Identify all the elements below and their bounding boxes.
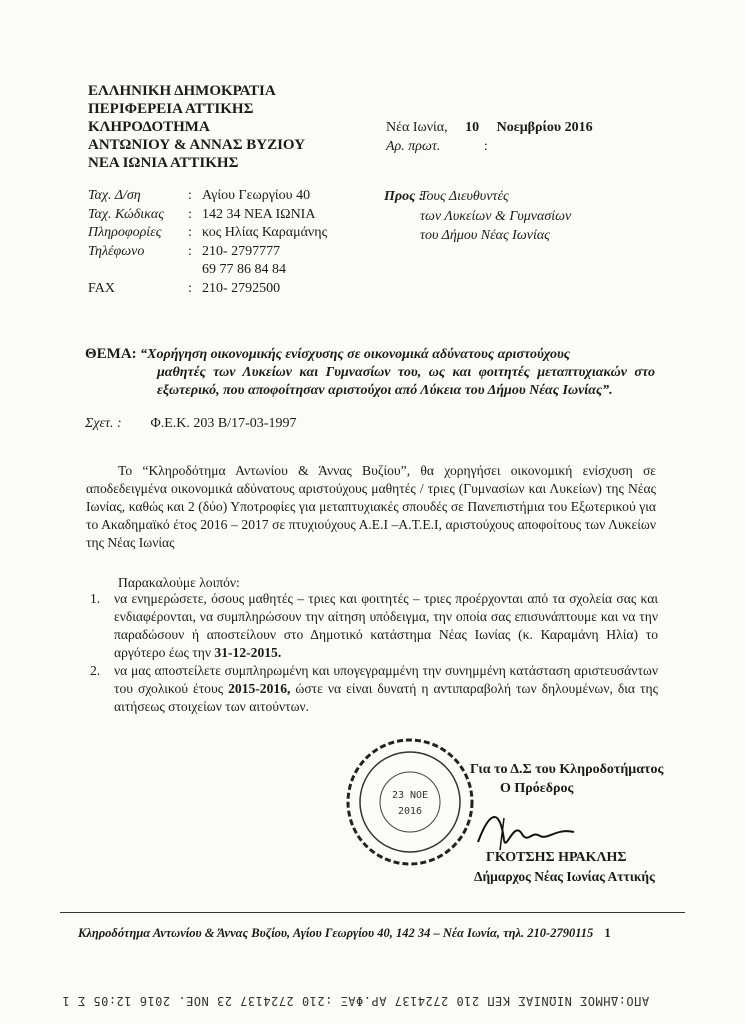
footer xyxy=(78,926,611,941)
protocol-colon: : xyxy=(483,139,488,154)
list-item: 1. να ενημερώσετε, όσους μαθητές – τριες και φοιτητές – τριες προέρχονται από τα σχολεία σας και ενδιαφέρονται, να συμπληρώσουν την αίτηση υπόδειγμα, την οποία σας επισυνάπτουμε και να την παραδώσουν ή αποστείλουν στο Δημοτικό κατάστημα Νέας Ιωνίας (κ. Καραμάνη Ηλία) το αργότερο έως την 31-12-2015. xyxy=(90,591,658,660)
contact-row: 69 77 86 84 84 xyxy=(202,262,286,277)
page-number: 1 xyxy=(604,926,611,940)
signatory-name: ΓΚΟΤΣΗΣ ΗΡΑΚΛΗΣ xyxy=(486,850,627,865)
reference-label: Σχετ. : xyxy=(85,416,122,431)
org-line: ΕΛΛΗΝΙΚΗ ΔΗΜΟΚΡΑΤΙΑ xyxy=(88,83,276,99)
recipient-line: Τους Διευθυντές xyxy=(420,189,509,204)
date-day: 10 xyxy=(465,120,480,135)
contact-details xyxy=(88,187,327,298)
org-line: ΚΛΗΡΟΔΟΤΗΜΑ xyxy=(88,119,210,135)
signature-line: Ο Πρόεδρος xyxy=(500,781,574,796)
fax-transmission-header: ΑΠΟ:ΔΗΜΟΣ ΝΙΩΝΙΑΣ ΚΕΠ 210 2724137 ΑΡ.ΦΑΞ :210 2724137 23 ΝΟΕ. 2016 12:05 Σ 1 xyxy=(62,994,650,1008)
contact-row: FAX : 210- 2792500 xyxy=(88,280,281,296)
org-line: ΠΕΡΙΦΕΡΕΙΑ ΑΤΤΙΚΗΣ xyxy=(88,101,254,117)
date-block xyxy=(386,118,593,156)
recipient-line: του Δήμου Νέας Ιωνίας xyxy=(420,228,550,243)
subject-text: “Χορήγηση οικονομικής ενίσχυσης σε οικονομικά αδύνατους αριστούχους xyxy=(140,347,571,362)
signature-line: Για το Δ.Σ του Κληροδοτήματος xyxy=(470,762,664,777)
recipient-line: των Λυκείων & Γυμνασίων xyxy=(420,208,572,224)
protocol-label: Αρ. πρωτ. xyxy=(386,139,441,154)
subject-block xyxy=(85,345,655,400)
signatory-title: Δήμαρχος Νέας Ιωνίας Αττικής xyxy=(474,869,655,884)
stamp-date: 23 ΝΟΕ xyxy=(391,790,429,801)
recipient-block xyxy=(384,187,571,246)
contact-row: Ταχ. Δ/ση : Αγίου Γεωργίου 40 xyxy=(88,188,311,203)
contact-row: Τηλέφωνο : 210- 2797777 xyxy=(88,243,281,259)
official-stamp xyxy=(340,732,480,872)
footer-divider xyxy=(60,912,685,913)
subject-text-continued: μαθητές των Λυκείων και Γυμνασίων του, ως και φοιτητές μεταπτυχιακών στο εξωτερικό, που αποφοίτησαν αριστούχοι από Λύκεια του Δήμου Νέας Ιωνίας”. xyxy=(157,365,655,398)
stamp-year: 2016 xyxy=(397,806,423,817)
request-list xyxy=(86,590,658,716)
list-item: 2. να μας αποστείλετε συμπληρωμένη και υπογεγραμμένη την συνημμένη κατάσταση αριστευσάντων του σχολικού έτους 2015-2016, ώστε να είναι δυνατή η αντιπαραβολή των δηλουμένων, δια της αιτήσεως στοιχείων των αιτούντων. xyxy=(90,663,658,714)
date-place: Νέα Ιωνία, xyxy=(386,120,448,135)
reference-value: Φ.Ε.Κ. 203 Β/17-03-1997 xyxy=(150,416,297,431)
org-line: ΝΕΑ ΙΩΝΙΑ ΑΤΤΙΚΗΣ xyxy=(88,155,239,171)
organization-header xyxy=(88,82,305,172)
org-line: ΑΝΤΩΝΙΟΥ & ΑΝΝΑΣ ΒΥΖΙΟΥ xyxy=(88,137,306,153)
body-paragraph: Το “Κληροδότημα Αντωνίου & Άννας Βυζίου”, θα χορηγήσει οικονομική ενίσχυση σε αποδεδειγμένα οικονομικά αδύνατους αριστούχους μαθητές / τριες (Γυμνασίων και Λυκείων) της Νέας Ιωνίας, καθώς και 2 (δύο) Υποτροφίες για μεταπτυχιακές σπουδές σε Πανεπιστήμια του Εξωτερικού για το Ακαδημαϊκό έτος 2016 – 2017 σε πτυχιούχους Α.Ε.Ι –Α.Τ.Ε.Ι, αριστούχους αποφοίτους των Λυκείων της Νέας Ιωνίας xyxy=(86,463,656,550)
contact-row: Ταχ. Κώδικας : 142 34 ΝΕΑ ΙΩΝΙΑ xyxy=(88,206,316,222)
signatory xyxy=(474,848,655,886)
recipient-label: Προς : xyxy=(384,189,424,204)
signature-block xyxy=(470,760,663,798)
reference-line xyxy=(85,416,296,432)
date-month-year: Νοεμβρίου 2016 xyxy=(496,120,593,135)
subject-label: ΘΕΜΑ: xyxy=(85,346,137,362)
footer-text: Κληροδότημα Αντωνίου & Άννας Βυζίου, Αγίου Γεωργίου 40, 142 34 – Νέα Ιωνία, τηλ. 210-2790115 xyxy=(78,926,594,940)
request-intro: Παρακαλούμε λοιπόν: xyxy=(118,575,240,590)
contact-row: Πληροφορίες : κος Ηλίας Καραμάνης xyxy=(88,225,328,240)
